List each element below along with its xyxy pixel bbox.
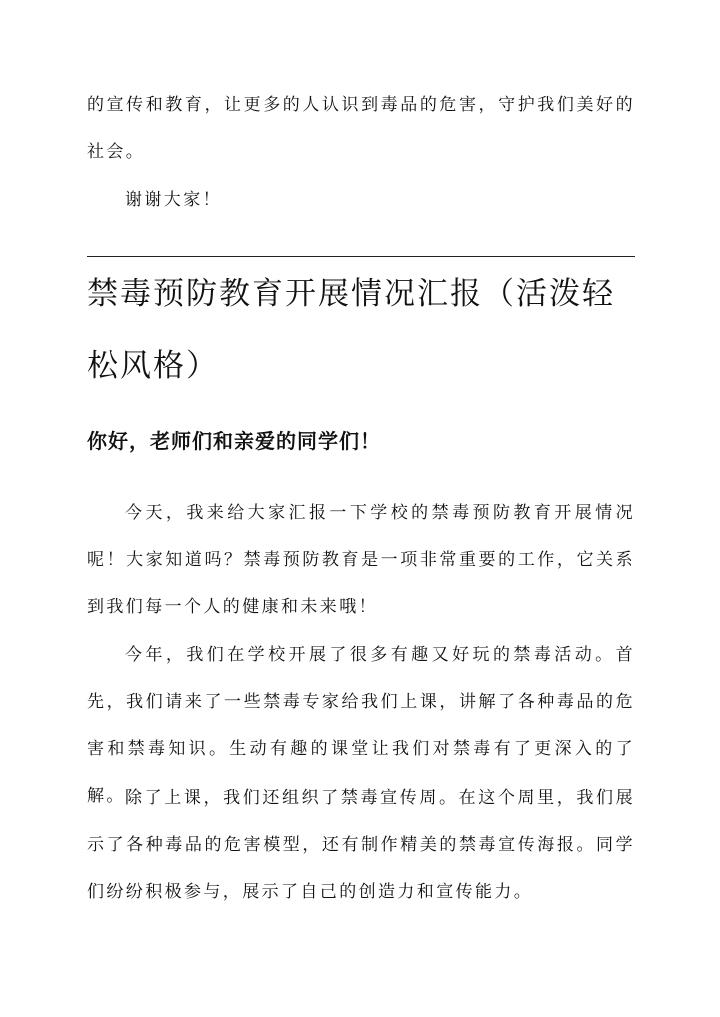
body-paragraph: 除了上课，我们还组织了禁毒宣传周。在这个周里，我们展示了各种毒品的危害模型，还有制作精美的禁毒宣传海报。同学们纷纷积极参与，展示了自己的创造力和宣传能力。 xyxy=(87,788,635,902)
body-paragraph: 今年，我们在学校开展了很多有趣又好玩的禁毒活动。首先，我们请来了一些禁毒专家给我们上课，讲解了各种毒品的危害和禁毒知识。生动有趣的课堂让我们对禁毒有了更深入的了解。 xyxy=(87,645,635,806)
greeting-heading: 你好，老师们和亲爱的同学们！ xyxy=(87,429,381,453)
report-title: 禁毒预防教育开展情况汇报（活泼轻松风格） xyxy=(87,276,615,384)
section-divider xyxy=(87,256,635,257)
body-paragraph: 今天，我来给大家汇报一下学校的禁毒预防教育开展情况呢！大家知道吗？禁毒预防教育是一项非常重要的工作，它关系到我们每一个人的健康和未来哦！ xyxy=(87,503,635,617)
intro-continuation-paragraph: 的宣传和教育，让更多的人认识到毒品的危害，守护我们美好的社会。 xyxy=(87,95,635,162)
closing-paragraph: 谢谢大家！ xyxy=(125,190,222,210)
